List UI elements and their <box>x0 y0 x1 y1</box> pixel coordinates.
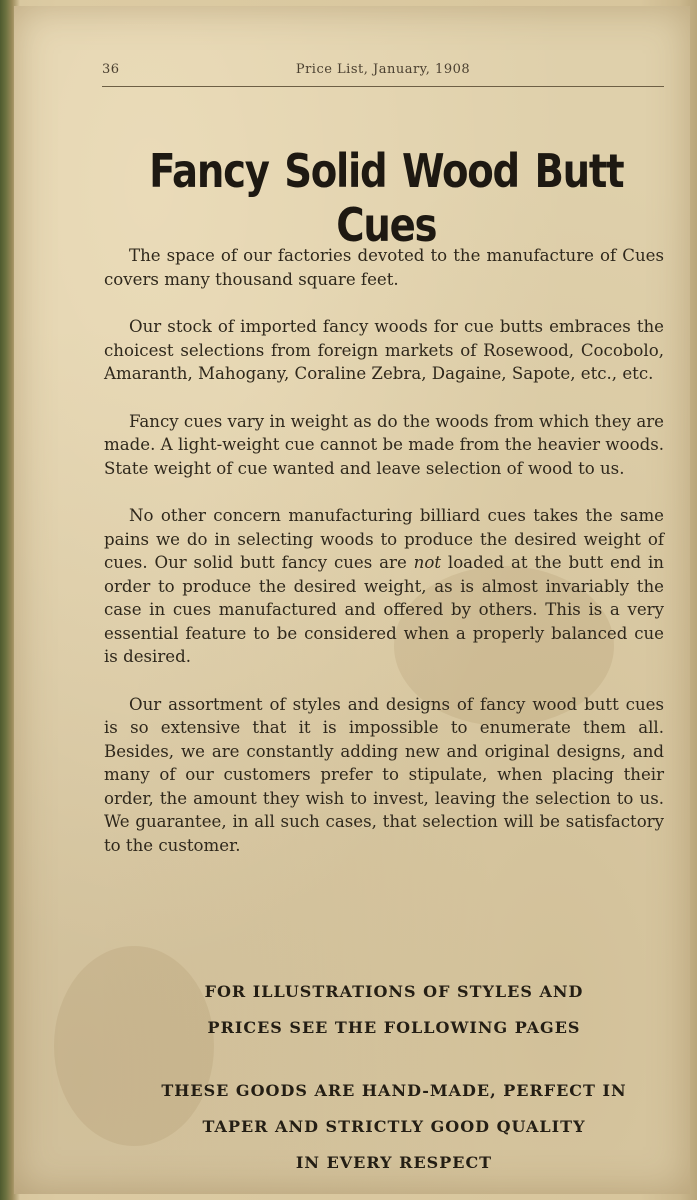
paragraph-selection-text-before: No other concern manufacturing billiard cues takes the same pains we do in selecting woods to produce the desired weight of cues. Our solid butt fancy cues are <box>104 506 664 572</box>
paragraph-selection <box>104 504 664 669</box>
notice-line: IN EVERY RESPECT <box>295 1153 493 1172</box>
notice-line: THESE GOODS ARE HAND-MADE, PERFECT IN <box>161 1081 627 1100</box>
paragraph-selection-text-after: loaded at the butt end in order to produce the desired weight, as is almost invariably the case in cues manufactured and offered by others. This is a very essential feature to be considered when a properly balanced cue is desired. <box>104 553 664 666</box>
paragraph-stock: Our stock of imported fancy woods for cue butts embraces the choicest selections from foreign markets of Rosewood, Cocobolo, Amaranth, Mahogany, Coraline Zebra, Dagaine, Sapote, etc., etc. <box>104 317 664 383</box>
notice-line: TAPER AND STRICTLY GOOD QUALITY <box>202 1117 586 1136</box>
running-head: Price List, January, 1908 <box>295 62 471 77</box>
paragraph-weight: Fancy cues vary in weight as do the woods from which they are made. A light-weight cue cannot be made from the heavier woods. State weight of cue wanted and leave selection of wood to us. <box>104 411 664 478</box>
paragraph-assortment: Our assortment of styles and designs of fancy wood butt cues is so extensive that it is impossible to enumerate them all. Besides, we are constantly adding new and original designs, and many of our customers prefer to stipulate, when placing their order, the amount they wish to invest, leaving the selection to us. We guarantee, in all such cases, that selection will be satisfactory to the customer. <box>104 694 664 855</box>
paragraph-factory: The space of our factories devoted to the manufacture of Cues covers many thousand square feet. <box>104 246 664 289</box>
illustrations-notice <box>94 974 694 1046</box>
page-number: 36 <box>102 62 120 77</box>
page-title: Fancy Solid Wood Butt Cues <box>149 144 624 252</box>
quality-notice <box>94 1073 694 1181</box>
notice-line: PRICES SEE THE FOLLOWING PAGES <box>207 1018 581 1037</box>
catalog-page <box>14 6 690 1194</box>
notice-line: FOR ILLUSTRATIONS OF STYLES AND <box>204 982 584 1001</box>
body-text <box>104 244 664 881</box>
page-header <box>102 58 664 87</box>
emphasis-not: not <box>413 553 442 572</box>
